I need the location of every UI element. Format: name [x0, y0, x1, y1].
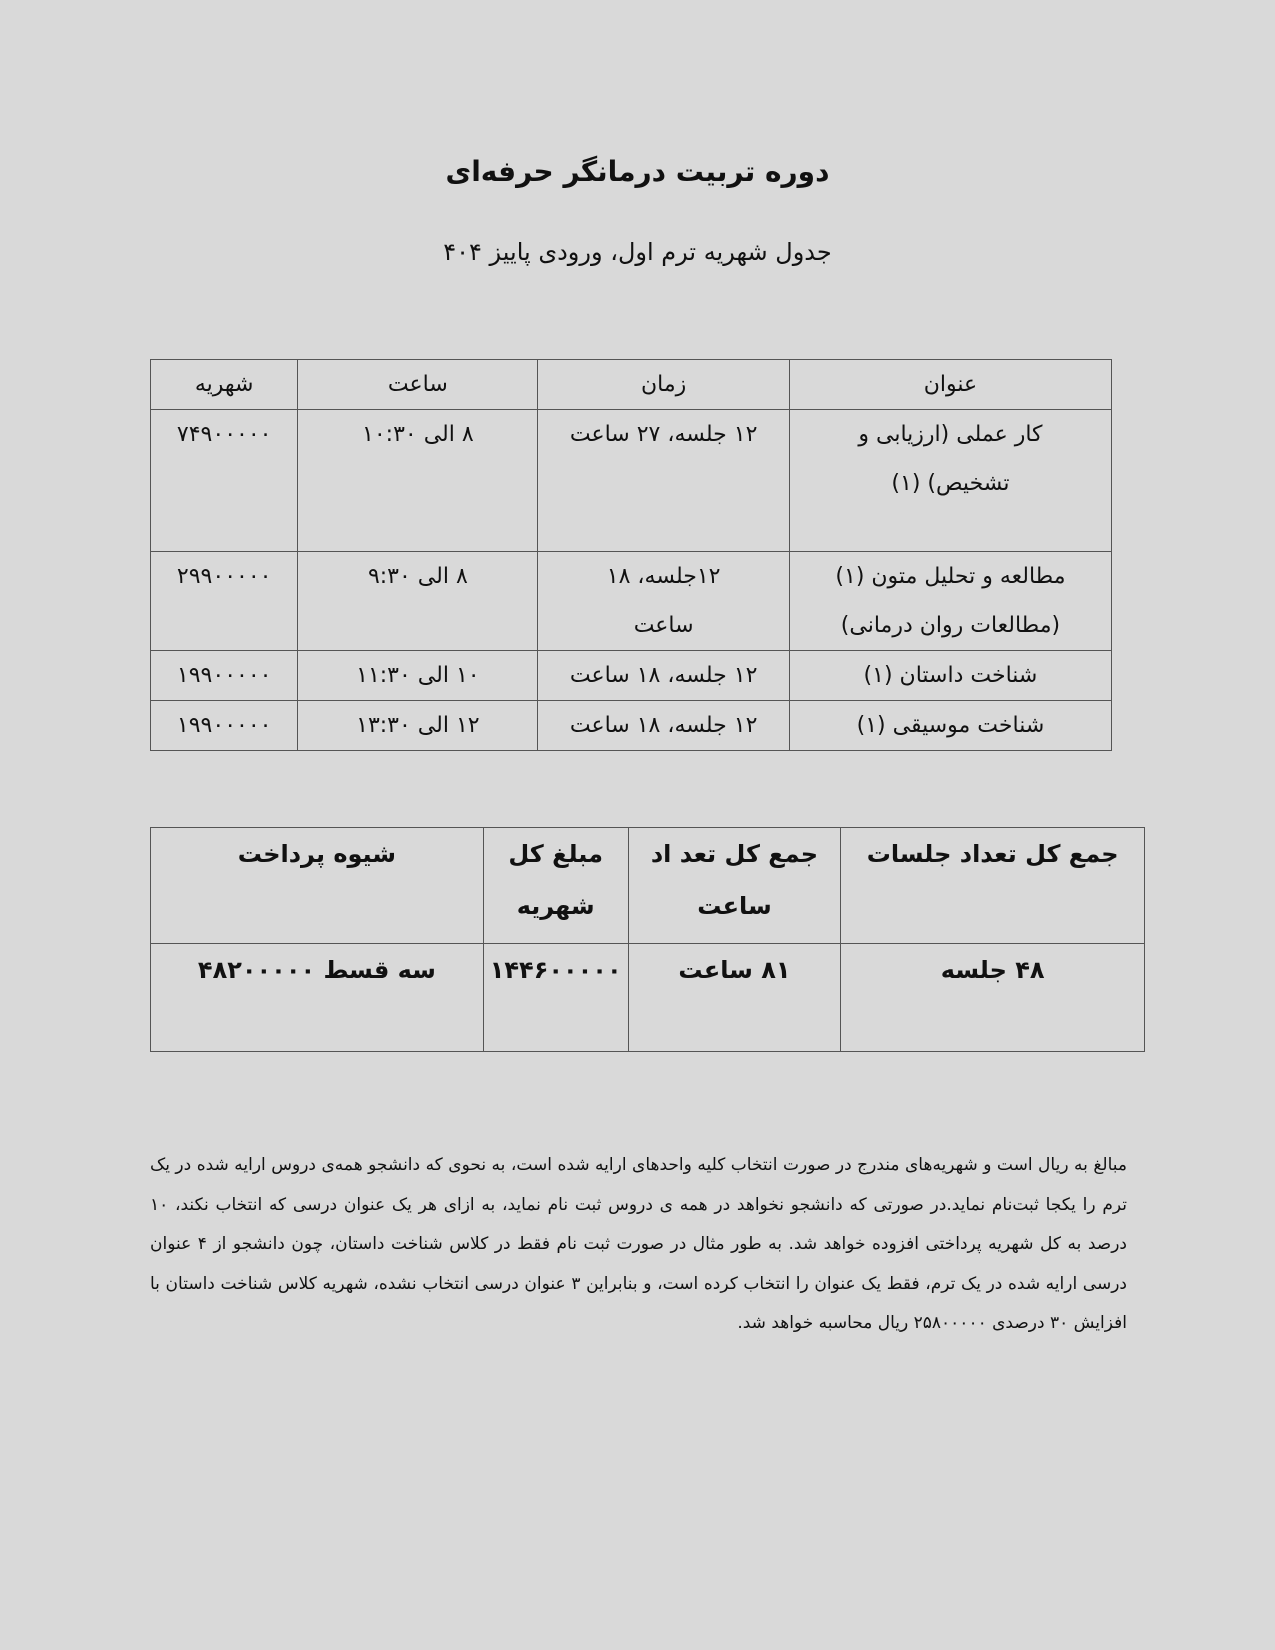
summary-values-row	[151, 944, 1145, 1052]
course-time: ۱۲ الی ۱۳:۳۰	[298, 701, 538, 751]
course-fee: ۱۹۹۰۰۰۰۰	[151, 701, 298, 751]
course-time: ۸ الی ۱۰:۳۰	[298, 410, 538, 552]
course-title: کار عملی (ارزیابی و تشخیص) (۱)	[789, 410, 1111, 552]
course-fee: ۷۴۹۰۰۰۰۰	[151, 410, 298, 552]
table-header-row	[151, 360, 1112, 410]
course-fee: ۱۹۹۰۰۰۰۰	[151, 651, 298, 701]
course-title: مطالعه و تحلیل متون (۱) (مطالعات روان درمانی)	[789, 552, 1111, 651]
course-time: ۱۰ الی ۱۱:۳۰	[298, 651, 538, 701]
schedule-table	[150, 359, 1112, 751]
summary-table	[150, 827, 1145, 1052]
total-hours: ۸۱ ساعت	[628, 944, 841, 1052]
header-duration: زمان	[538, 360, 790, 410]
header-fee: شهریه	[151, 360, 298, 410]
total-fee: ۱۴۴۶۰۰۰۰۰	[483, 944, 628, 1052]
header-time: ساعت	[298, 360, 538, 410]
payment-method: سه قسط ۴۸۲۰۰۰۰۰	[151, 944, 484, 1052]
table-row	[151, 651, 1112, 701]
summary-header-row	[151, 828, 1145, 944]
header-payment-method: شیوه پرداخت	[151, 828, 484, 944]
header-total-sessions: جمع کل تعداد جلسات	[841, 828, 1145, 944]
page-title: دوره تربیت درمانگر حرفه‌ای	[445, 155, 830, 188]
total-sessions: ۴۸ جلسه	[841, 944, 1145, 1052]
header-total-hours: جمع کل تعد اد ساعت	[628, 828, 841, 944]
course-title: شناخت موسیقی (۱)	[789, 701, 1111, 751]
course-fee: ۲۹۹۰۰۰۰۰	[151, 552, 298, 651]
header-title: عنوان	[789, 360, 1111, 410]
table-row	[151, 410, 1112, 552]
fee-note: مبالغ به ریال است و شهریه‌های مندرج در صورت انتخاب کلیه واحدهای ارایه شده است، به نحوی که دانشجو همه‌ی دروس ارایه شده در یک ترم را یکجا ثبت‌نام نماید.در صورتی که دانشجو نخواهد در همه ی دروس ثبت نام نماید، به ازای هر یک عنوان درسی که انتخاب نکند، ۱۰ درصد به کل شهریه پرداختی افزوده خواهد شد. به طور مثال در صورت ثبت نام فقط در کلاس شناخت داستان، چون دانشجو از ۴ عنوان درسی ارایه شده در یک ترم، فقط یک عنوان را انتخاب کرده است، و بنابراین ۳ عنوان درسی انتخاب نشده، شهریه کلاس شناخت داستان با افزایش ۳۰ درصدی ۲۵۸۰۰۰۰۰ ریال محاسبه خواهد شد.	[150, 1155, 1128, 1333]
course-duration: ۱۲ جلسه، ۱۸ ساعت	[538, 651, 790, 701]
course-title: شناخت داستان (۱)	[789, 651, 1111, 701]
table-row	[151, 701, 1112, 751]
course-duration: ۱۲ جلسه، ۲۷ ساعت	[538, 410, 790, 552]
table-row	[151, 552, 1112, 651]
header-total-fee: مبلغ کل شهریه	[483, 828, 628, 944]
course-duration: ۱۲جلسه، ۱۸ ساعت	[538, 552, 790, 651]
course-time: ۸ الی ۹:۳۰	[298, 552, 538, 651]
course-duration: ۱۲ جلسه، ۱۸ ساعت	[538, 701, 790, 751]
page-subtitle: جدول شهریه ترم اول، ورودی پاییز ۴۰۴	[443, 238, 832, 266]
